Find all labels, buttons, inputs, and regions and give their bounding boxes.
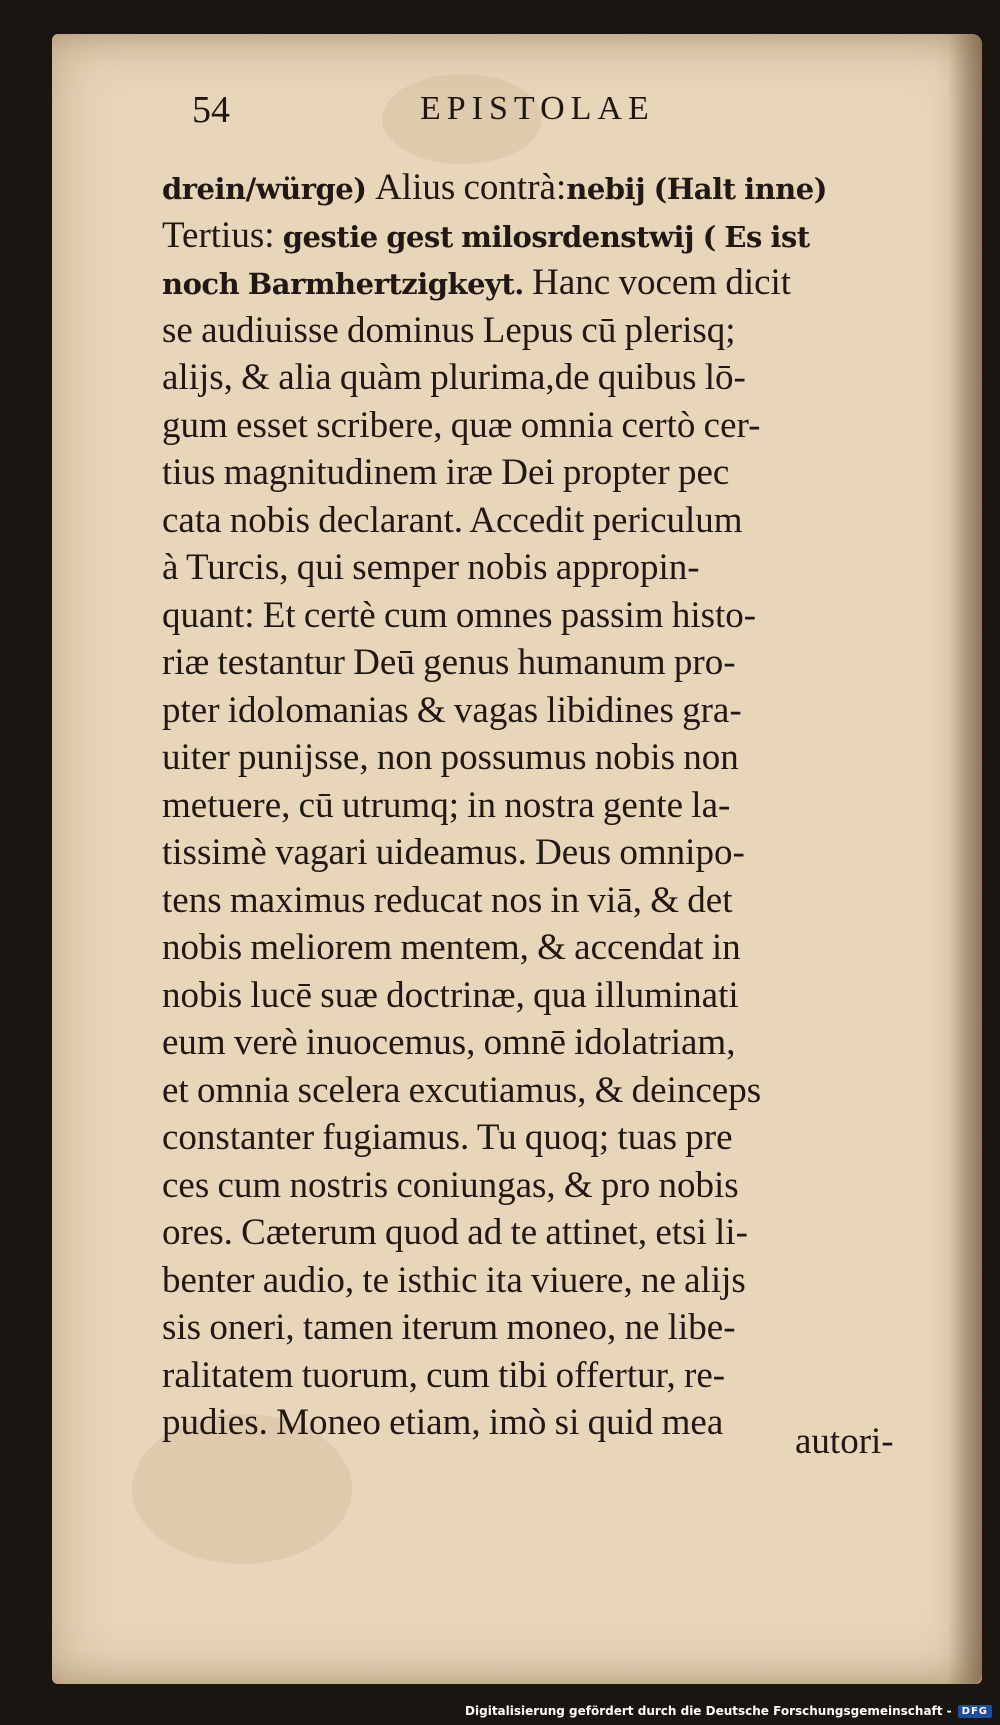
text-line [162, 782, 922, 830]
digitization-footer [465, 1701, 992, 1721]
text-line [162, 1114, 922, 1162]
blackletter-segment: gestie gest milosrdenstwij ( Es ist [282, 219, 810, 254]
text-line [162, 1257, 922, 1305]
text-segment: Alius contrà: [375, 167, 567, 208]
blackletter-segment: nebij (Halt inne) [566, 172, 827, 206]
text-segment: uiter punijsse, non possumus nobis non [162, 737, 739, 778]
text-line [162, 972, 922, 1020]
text-line [162, 639, 922, 687]
text-segment: alijs, & alia quàm plurima,de quibus lō- [162, 357, 746, 398]
text-line [162, 164, 922, 212]
text-segment: ces cum nostris coniungas, & pro nobis [162, 1164, 739, 1206]
text-segment: metuere, cū utrumq; in nostra gente la- [162, 784, 731, 826]
text-segment: benter audio, te isthic ita viuere, ne alijs [162, 1259, 746, 1301]
text-line [162, 259, 922, 307]
text-segment: se audiuisse dominus Lepus cū plerisq; [162, 309, 736, 351]
text-line [162, 1067, 922, 1115]
text-segment: constanter fugiamus. Tu quoq; tuas pre [162, 1117, 733, 1158]
text-segment: Hanc vocem dicit [523, 262, 792, 303]
text-segment: riæ testantur Deū genus humanum pro- [162, 642, 736, 683]
text-line [162, 1019, 922, 1067]
text-line [162, 1352, 922, 1400]
text-line [162, 924, 922, 972]
text-segment: quant: Et certè cum omnes passim histo- [162, 594, 757, 636]
text-line [162, 1304, 922, 1352]
text-segment: tius magnitudinem iræ Dei propter pec [162, 452, 730, 493]
text-line [162, 877, 922, 925]
text-line [162, 1209, 922, 1257]
page-header [0, 88, 930, 138]
text-line [162, 497, 922, 545]
text-segment: nobis meliorem mentem, & accendat in [162, 927, 741, 968]
text-line [162, 734, 922, 782]
blackletter-segment: noch Barmhertzigkeyt. [162, 267, 524, 301]
text-segment: Tertius: [162, 214, 283, 256]
text-segment: cata nobis declarant. Accedit periculum [162, 499, 743, 541]
text-segment: ores. Cæterum quod ad te attinet, etsi li- [162, 1212, 748, 1253]
text-segment: eum verè inuocemus, omnē idolatriam, [162, 1022, 736, 1063]
dfg-logo: DFG [958, 1705, 992, 1718]
text-segment: nobis lucē suæ doctrinæ, qua illuminati [162, 974, 739, 1016]
text-segment: pter idolomanias & vagas libidines gra- [162, 689, 742, 731]
text-line [162, 687, 922, 735]
catchword: autori- [795, 1421, 894, 1462]
text-line [162, 307, 922, 355]
footer-credit: Digitalisierung gefördert durch die Deutsche Forschungsgemeinschaft - [465, 1704, 952, 1718]
text-line [162, 354, 922, 402]
text-line [162, 402, 922, 450]
text-line [162, 829, 922, 877]
running-head: EPISTOLAE [420, 90, 655, 127]
text-segment: pudies. Moneo etiam, imò si quid mea [162, 1402, 724, 1443]
text-segment: à Turcis, qui semper nobis appropin- [162, 547, 700, 588]
text-segment: ralitatem tuorum, cum tibi offertur, re- [162, 1354, 726, 1396]
text-line [162, 212, 922, 260]
text-segment: et omnia scelera excutiamus, & deinceps [162, 1069, 762, 1111]
page-edge-shadow [948, 34, 982, 1684]
text-segment: tissimè vagari uideamus. Deus omnipo- [162, 832, 745, 873]
text-segment: sis oneri, tamen iterum moneo, ne libe- [162, 1307, 736, 1348]
text-line [162, 592, 922, 640]
text-line [162, 544, 922, 592]
blackletter-segment: drein/würge) [162, 172, 376, 206]
text-line [162, 449, 922, 497]
text-segment: gum esset scribere, quæ omnia certò cer- [162, 404, 761, 446]
text-segment: tens maximus reducat nos in viā, & det [162, 879, 733, 921]
body-text [162, 164, 922, 1447]
text-line [162, 1162, 922, 1210]
page-number: 54 [192, 89, 230, 131]
